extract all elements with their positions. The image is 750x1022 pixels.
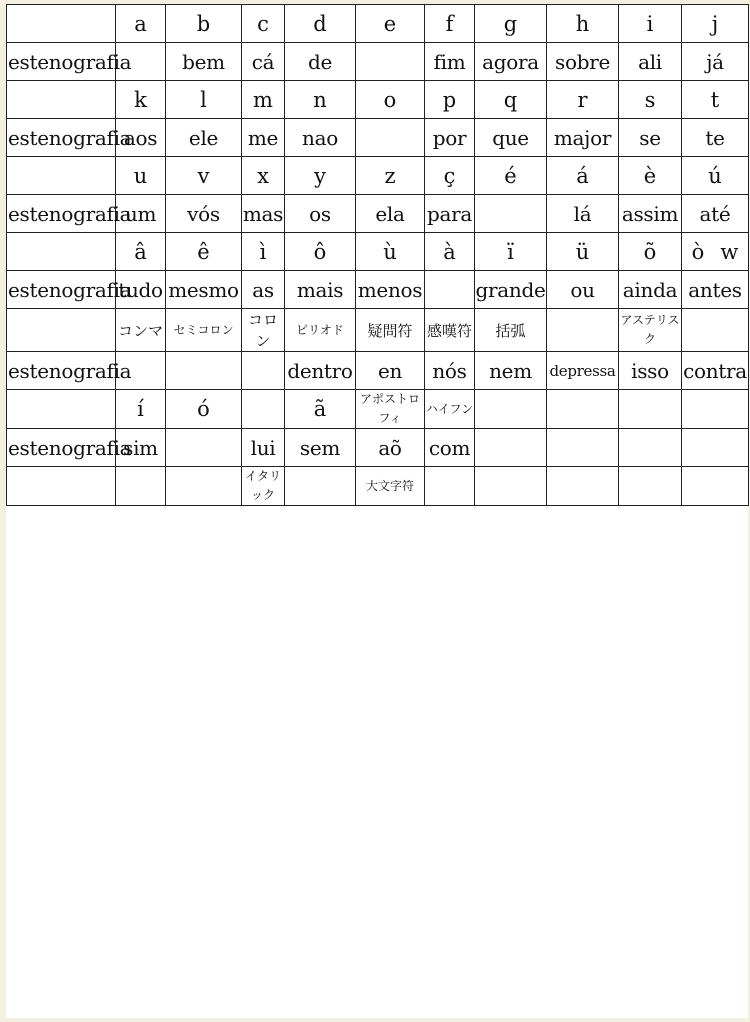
letter-cell: r <box>547 81 619 119</box>
steno-cell <box>166 352 242 390</box>
letter-cell <box>425 467 475 506</box>
steno-cell <box>475 195 547 233</box>
letter-cell: a <box>116 5 166 43</box>
letter-cell: õ <box>619 233 682 271</box>
letter-cell: z <box>356 157 425 195</box>
steno-cell: sem <box>285 429 356 467</box>
letter-cell: 大文字符 <box>356 467 425 506</box>
steno-cell: se <box>619 119 682 157</box>
letter-cell: y <box>285 157 356 195</box>
letter-cell <box>475 390 547 429</box>
braille-table <box>6 4 749 506</box>
letter-cell: ê <box>166 233 242 271</box>
letter-cell: 括弧 <box>475 309 547 352</box>
steno-cell: dentro <box>285 352 356 390</box>
steno-cell <box>166 429 242 467</box>
steno-cell: nem <box>475 352 547 390</box>
steno-cell: nós <box>425 352 475 390</box>
letter-cell: アステリスク <box>619 309 682 352</box>
steno-cell: lá <box>547 195 619 233</box>
steno-cell <box>475 429 547 467</box>
steno-cell: ali <box>619 43 682 81</box>
letter-row <box>7 390 749 429</box>
letter-cell <box>682 390 749 429</box>
steno-label: estenografia <box>7 352 116 390</box>
letter-row <box>7 233 749 271</box>
letter-cell: v <box>166 157 242 195</box>
steno-cell: bem <box>166 43 242 81</box>
letter-cell <box>242 390 285 429</box>
letter-cell: ã <box>285 390 356 429</box>
steno-cell: vós <box>166 195 242 233</box>
letter-cell: b <box>166 5 242 43</box>
steno-cell: te <box>682 119 749 157</box>
steno-cell: menos <box>356 271 425 309</box>
steno-cell <box>356 119 425 157</box>
letter-cell: g <box>475 5 547 43</box>
steno-cell: mas <box>242 195 285 233</box>
steno-cell: tudo <box>116 271 166 309</box>
steno-cell: um <box>116 195 166 233</box>
letter-cell: ハイフン <box>425 390 475 429</box>
letter-cell: ô <box>285 233 356 271</box>
letter-row <box>7 81 749 119</box>
letter-cell: h <box>547 5 619 43</box>
letter-cell: s <box>619 81 682 119</box>
empty-label-cell <box>7 233 116 271</box>
steno-cell <box>682 429 749 467</box>
steno-cell: ele <box>166 119 242 157</box>
steno-cell: depressa <box>547 352 619 390</box>
letter-cell <box>547 309 619 352</box>
letter-cell: ç <box>425 157 475 195</box>
empty-label-cell <box>7 309 116 352</box>
letter-cell: á <box>547 157 619 195</box>
steno-label: estenografia <box>7 119 116 157</box>
steno-cell: isso <box>619 352 682 390</box>
empty-label-cell <box>7 81 116 119</box>
steno-cell: nao <box>285 119 356 157</box>
empty-label-cell <box>7 157 116 195</box>
letter-extra-text: w <box>720 239 739 264</box>
steno-cell: contra <box>682 352 749 390</box>
steno-cell <box>547 429 619 467</box>
letter-cell: â <box>116 233 166 271</box>
steno-cell <box>619 429 682 467</box>
steno-cell <box>356 43 425 81</box>
steno-cell: com <box>425 429 475 467</box>
braille-chart <box>6 4 748 1018</box>
steno-cell: que <box>475 119 547 157</box>
letter-cell: í <box>116 390 166 429</box>
letter-cell <box>285 467 356 506</box>
steno-label: estenografia <box>7 429 116 467</box>
steno-cell: até <box>682 195 749 233</box>
steno-cell: antes <box>682 271 749 309</box>
letter-cell: c <box>242 5 285 43</box>
letter-cell: l <box>166 81 242 119</box>
letter-cell <box>166 467 242 506</box>
letter-cell: イタリック <box>242 467 285 506</box>
steno-row <box>7 429 749 467</box>
letter-cell: ó <box>166 390 242 429</box>
steno-cell: major <box>547 119 619 157</box>
steno-cell: en <box>356 352 425 390</box>
steno-cell: aos <box>116 119 166 157</box>
letter-cell: n <box>285 81 356 119</box>
letter-cell: ù <box>356 233 425 271</box>
steno-cell <box>425 271 475 309</box>
letter-cell: 感嘆符 <box>425 309 475 352</box>
letter-cell: e <box>356 5 425 43</box>
steno-cell: sim <box>116 429 166 467</box>
letter-cell <box>547 467 619 506</box>
letter-cell: f <box>425 5 475 43</box>
letter-cell: ì <box>242 233 285 271</box>
steno-cell: ou <box>547 271 619 309</box>
steno-cell: fim <box>425 43 475 81</box>
letter-cell: i <box>619 5 682 43</box>
letter-cell <box>116 467 166 506</box>
letter-cell: アポストロフィ <box>356 390 425 429</box>
letter-cell <box>475 467 547 506</box>
letter-cell <box>619 390 682 429</box>
steno-cell: agora <box>475 43 547 81</box>
letter-cell <box>682 467 749 506</box>
letter-cell: セミコロン <box>166 309 242 352</box>
steno-label: estenografia <box>7 195 116 233</box>
letter-cell: コンマ <box>116 309 166 352</box>
letter-cell: ï <box>475 233 547 271</box>
letter-cell: m <box>242 81 285 119</box>
letter-cell: 疑問符 <box>356 309 425 352</box>
steno-cell: cá <box>242 43 285 81</box>
steno-cell: aõ <box>356 429 425 467</box>
letter-cell: x <box>242 157 285 195</box>
letter-cell: ピリオド <box>285 309 356 352</box>
letter-cell: コロン <box>242 309 285 352</box>
letter-cell: t <box>682 81 749 119</box>
steno-cell: para <box>425 195 475 233</box>
steno-row <box>7 43 749 81</box>
steno-cell: de <box>285 43 356 81</box>
steno-label: estenografia <box>7 271 116 309</box>
steno-cell: as <box>242 271 285 309</box>
letter-row <box>7 309 749 352</box>
letter-cell: è <box>619 157 682 195</box>
letter-cell: ú <box>682 157 749 195</box>
letter-cell <box>682 233 749 271</box>
letter-cell <box>682 309 749 352</box>
steno-row <box>7 352 749 390</box>
letter-cell: à <box>425 233 475 271</box>
letter-cell: p <box>425 81 475 119</box>
steno-cell: mais <box>285 271 356 309</box>
steno-cell: ela <box>356 195 425 233</box>
empty-label-cell <box>7 5 116 43</box>
steno-cell: já <box>682 43 749 81</box>
steno-cell: ainda <box>619 271 682 309</box>
letter-row <box>7 157 749 195</box>
letter-cell: k <box>116 81 166 119</box>
steno-cell: me <box>242 119 285 157</box>
steno-cell: mesmo <box>166 271 242 309</box>
letter-cell: q <box>475 81 547 119</box>
steno-cell: assim <box>619 195 682 233</box>
letter-cell: j <box>682 5 749 43</box>
steno-cell: os <box>285 195 356 233</box>
steno-label: estenografia <box>7 43 116 81</box>
empty-label-cell <box>7 390 116 429</box>
steno-row <box>7 195 749 233</box>
steno-cell: grande <box>475 271 547 309</box>
letter-row <box>7 467 749 506</box>
steno-cell <box>242 352 285 390</box>
steno-row <box>7 119 749 157</box>
steno-cell: lui <box>242 429 285 467</box>
letter-cell: d <box>285 5 356 43</box>
letter-cell: ü <box>547 233 619 271</box>
letter-row <box>7 5 749 43</box>
letter-cell: o <box>356 81 425 119</box>
steno-cell: por <box>425 119 475 157</box>
steno-row <box>7 271 749 309</box>
letter-cell: é <box>475 157 547 195</box>
steno-cell: sobre <box>547 43 619 81</box>
letter-cell <box>547 390 619 429</box>
letter-cell <box>619 467 682 506</box>
empty-label-cell <box>7 467 116 506</box>
letter-text: ò <box>691 239 705 264</box>
letter-cell: u <box>116 157 166 195</box>
